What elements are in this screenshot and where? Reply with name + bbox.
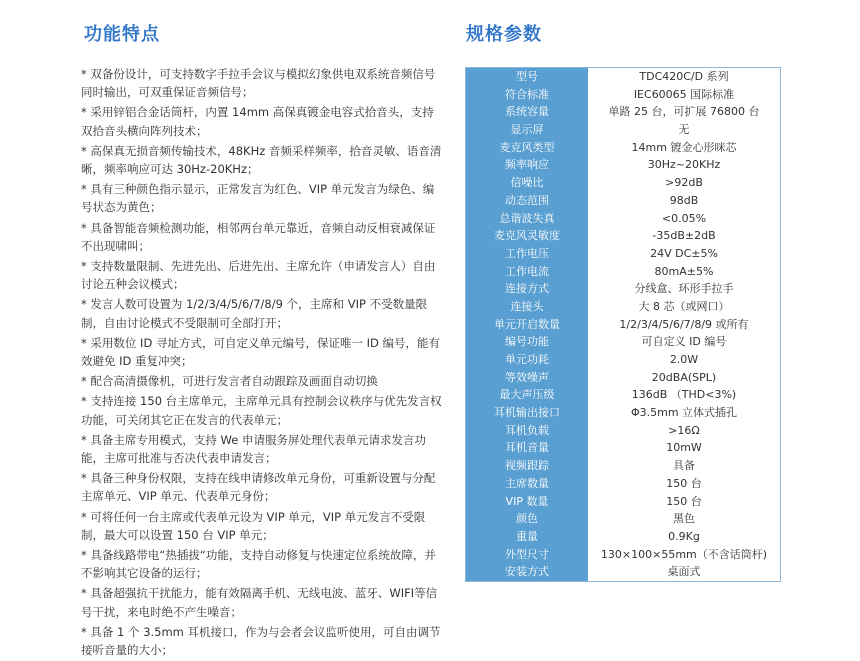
spec-value: 130×100×55mm（不含话筒杆) [588,546,780,565]
spec-label: 视频跟踪 [466,457,588,476]
spec-value: 桌面式 [588,563,780,581]
feature-item: * 具备超强抗干扰能力，能有效隔离手机、无线电波、蓝牙、WIFI等信号干扰，来电时绝不产生噪音； [81,586,438,619]
spec-label: 型号 [466,68,588,87]
spec-value: 98dB [588,192,780,211]
specs-title: 规格参数 [466,24,542,45]
spec-value: 24V DC±5% [588,245,780,264]
spec-row [466,333,780,351]
spec-row [466,475,780,493]
spec-value: 0.9Kg [588,528,780,547]
spec-value: Φ3.5mm 立体式插孔 [588,404,780,423]
spec-label: VIP 数量 [466,493,588,512]
spec-value: 80mA±5% [588,263,780,282]
spec-row [466,174,780,192]
spec-value: IEC60065 国际标准 [588,86,780,105]
spec-label: 总谐波失真 [466,210,588,229]
spec-value: 20dBA(SPL) [588,369,780,388]
feature-item: * 具备智能音频检测功能，相邻两台单元靠近，音频自动反相衰减保证不出现啸叫； [81,220,436,253]
spec-label: 麦克风类型 [466,139,588,158]
features-list [81,65,443,661]
spec-value: 136dB （THD<3%) [588,386,780,405]
spec-row [466,351,780,369]
spec-value: >92dB [588,174,780,193]
spec-label: 动态范围 [466,192,588,211]
spec-value: 单路 25 台，可扩展 76800 台 [588,103,780,122]
spec-label: 系统容量 [466,103,588,122]
spec-label: 麦克风灵敏度 [466,227,588,246]
spec-row [466,386,780,404]
spec-row [466,457,780,475]
spec-label: 耳机负载 [466,422,588,441]
feature-item: * 具备三种身份权限，支持在线申请修改单元身份，可重新设置与分配主席单元、VIP 单元、代表单元身份； [81,471,436,504]
spec-row [466,210,780,228]
feature-item: * 具备 1 个 3.5mm 耳机接口，作为与会者会议监听使用，可自由调节接听音量的大小； [81,624,441,658]
spec-row [466,316,780,334]
spec-value: 可自定义 ID 编号 [588,333,780,352]
spec-label: 外型尺寸 [466,546,588,565]
feature-item: * 采用数位 ID 寻址方式，可自定义单元编号，保证唯一 ID 编号，能有效避免 ID 重复冲突； [81,335,441,369]
spec-label: 主席数量 [466,475,588,494]
spec-label: 连接头 [466,298,588,317]
spec-row [466,68,780,86]
spec-row [466,227,780,245]
spec-row [466,510,780,528]
spec-row [466,103,780,121]
spec-row [466,369,780,387]
feature-item: * 发言人数可设置为 1/2/3/4/5/6/7/8/9 个，主席和 VIP 不受数量限制，自由讨论模式不受限制可全部打开； [81,297,428,330]
feature-item: * 采用锌铝合金话筒杆，内置 14mm 高保真镀金电容式拾音头，支持双拾音头横向阵列技术； [81,105,434,138]
spec-label: 显示屏 [466,121,588,140]
spec-value: 1/2/3/4/5/6/7/8/9 或所有 [588,316,780,335]
spec-label: 连接方式 [466,280,588,299]
spec-row [466,422,780,440]
spec-label: 单元开启数量 [466,316,588,335]
spec-label: 最大声压级 [466,386,588,405]
spec-row [466,263,780,281]
spec-label: 信噪比 [466,174,588,193]
spec-row [466,156,780,174]
features-title: 功能特点 [84,24,160,45]
spec-row [466,493,780,511]
feature-item: * 具有三种颜色指示显示，正常发言为红色、VIP 单元发言为绿色、编号状态为黄色； [81,182,435,215]
spec-row [466,86,780,104]
spec-value: 黑色 [588,510,780,529]
spec-label: 编号功能 [466,333,588,352]
feature-item: * 具备主席专用模式，支持 We 申请服务屏处理代表单元请求发言功能，主席可批准与否决代表申请发言； [81,432,426,466]
spec-row [466,439,780,457]
spec-row [466,245,780,263]
spec-value: 2.0W [588,351,780,370]
feature-item: * 支持连接 150 台主席单元，主席单元具有控制会议秩序与优先发言权功能，可关闭其它正在发言的代表单元； [81,394,442,427]
spec-value: 10mW [588,439,780,458]
spec-label: 符合标准 [466,86,588,105]
spec-value: 150 台 [588,475,780,494]
feature-item: * 双备份设计，可支持数字手拉手会议与模拟幻象供电双系统音频信号同时输出，可双重保证音频信号； [81,67,436,100]
spec-value: 150 台 [588,493,780,512]
spec-row [466,563,780,581]
spec-label: 耳机音量 [466,439,588,458]
spec-label: 颜色 [466,510,588,529]
spec-label: 单元功耗 [466,351,588,370]
spec-row [466,546,780,564]
spec-value: -35dB±2dB [588,227,780,246]
feature-item: * 支持数量限制、先进先出、后进先出、主席允许（申请发言人）自由讨论五种会议模式； [81,259,436,292]
spec-row [466,192,780,210]
feature-item: * 配合高清摄像机，可进行发言者自动跟踪及画面自动切换 [81,374,378,389]
spec-label: 等效噪声 [466,369,588,388]
spec-label: 工作电压 [466,245,588,264]
spec-row [466,528,780,546]
feature-item: * 可将任何一台主席或代表单元设为 VIP 单元，VIP 单元发言不受限制，最大可以设置 150 台 VIP 单元； [81,509,426,542]
feature-item: * 具备线路带电“热插拔“功能，支持自动修复与快速定位系统故障，并不影响其它设备的运行； [81,548,436,581]
spec-label: 工作电流 [466,263,588,282]
spec-row [466,280,780,298]
spec-row [466,298,780,316]
spec-label: 重量 [466,528,588,547]
spec-row [466,404,780,422]
spec-value: 具备 [588,457,780,476]
spec-row [466,121,780,139]
spec-value: 分线盒、环形手拉手 [588,280,780,299]
feature-item: * 高保真无损音频传输技术，48KHz 音频采样频率，拾音灵敏、语音清晰，频率响应可达 30Hz-20KHz； [81,143,442,177]
spec-value: 30Hz~20KHz [588,156,780,175]
spec-label: 耳机输出接口 [466,404,588,423]
spec-value: 无 [588,121,780,140]
spec-value: 大 8 芯（或网口） [588,298,780,317]
spec-value: <0.05% [588,210,780,229]
spec-label: 频率响应 [466,156,588,175]
spec-value: >16Ω [588,422,780,441]
spec-row [466,139,780,157]
spec-label: 安装方式 [466,563,588,581]
spec-table [465,67,781,582]
spec-value: 14mm 镀金心形咪芯 [588,139,780,158]
spec-value: TDC420C/D 系列 [588,68,780,87]
